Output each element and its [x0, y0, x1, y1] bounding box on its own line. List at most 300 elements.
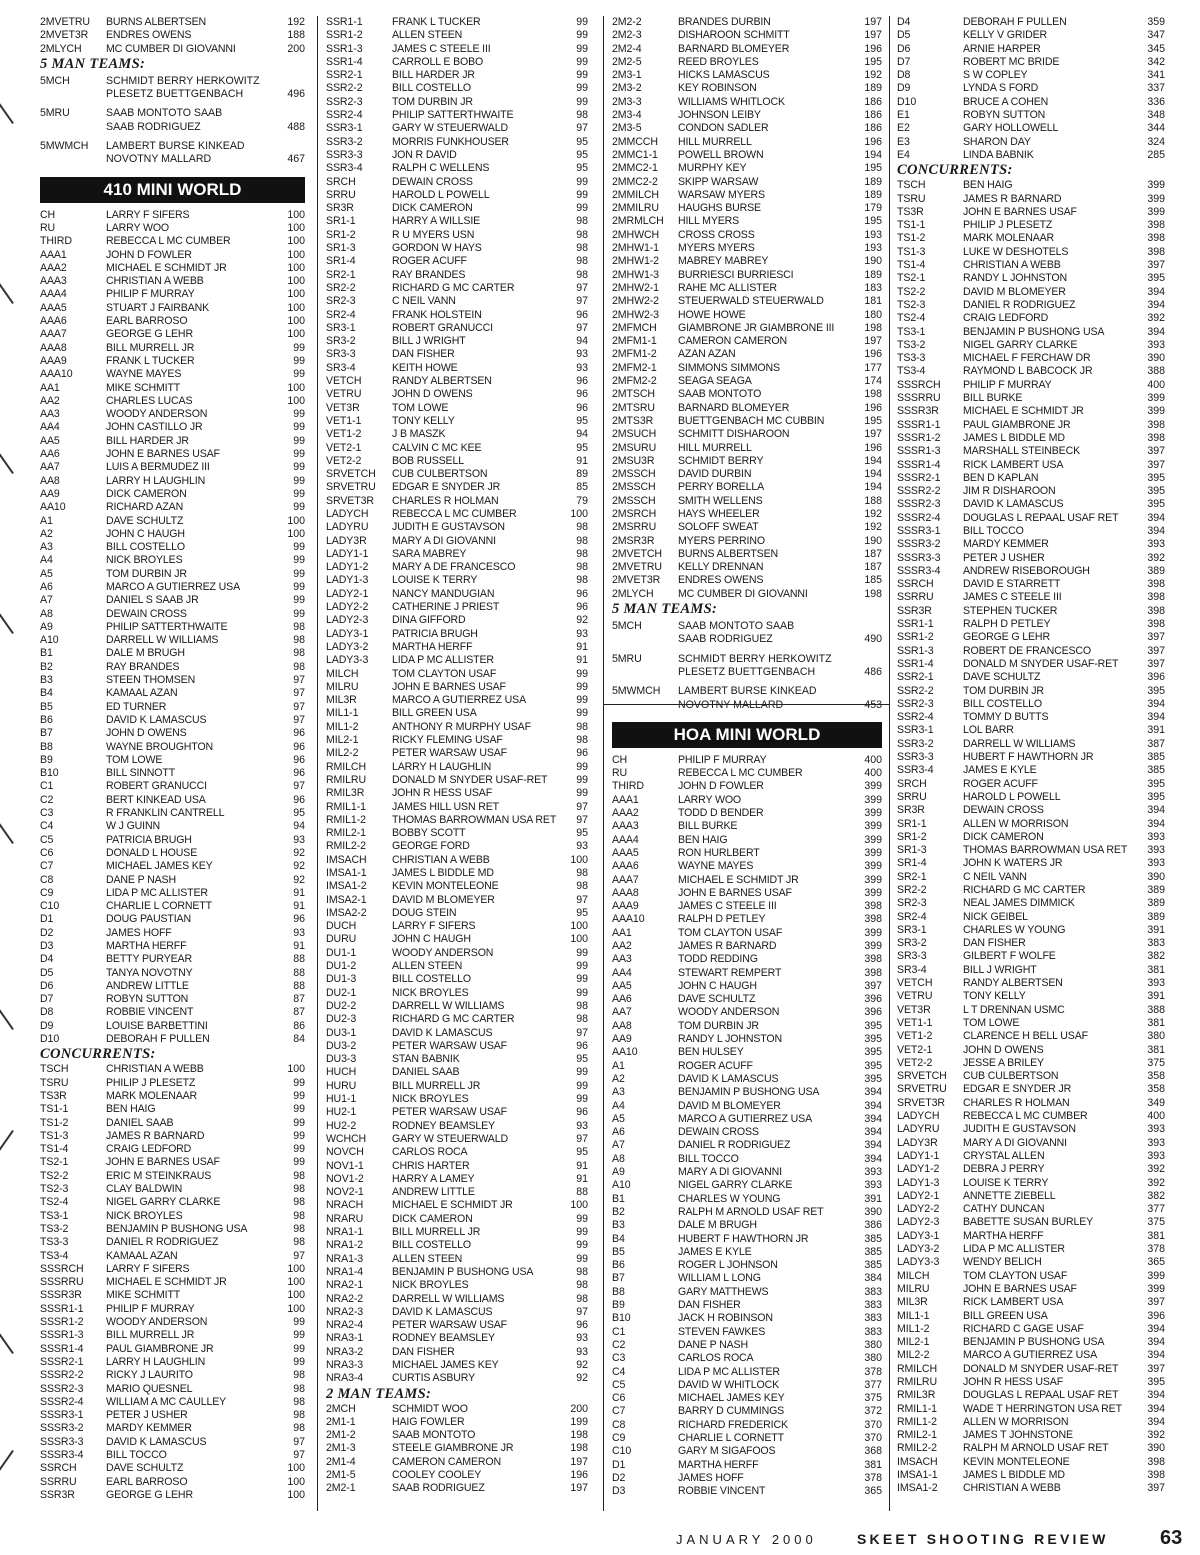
- shooter-name: PATRICIA BRUGH: [106, 833, 192, 846]
- event-code: NRA2-3: [326, 1305, 364, 1318]
- event-code: TSRU: [897, 192, 926, 205]
- event-code: TS1-1: [897, 219, 926, 232]
- result-row: [40, 993, 305, 1006]
- result-row: [897, 365, 1165, 378]
- result-row: [612, 1060, 882, 1073]
- score: 399: [864, 873, 882, 886]
- result-row: [612, 1206, 882, 1219]
- event-code: SSSR3-4: [897, 564, 941, 577]
- section-banner-410-mini-world: 410 MINI WORLD: [40, 177, 305, 203]
- score: 397: [1147, 631, 1165, 644]
- event-code: SSSRCH: [40, 1262, 84, 1275]
- result-row: [897, 312, 1165, 325]
- shooter-name: PHILIP F MURRAY: [678, 753, 767, 766]
- result-row: [612, 1366, 882, 1379]
- score: 399: [864, 780, 882, 793]
- result-row: [612, 481, 882, 494]
- event-code: AA1: [40, 381, 60, 394]
- result-row: [40, 860, 305, 873]
- event-code: SR1-2: [326, 228, 356, 241]
- event-code: D9: [40, 1019, 54, 1032]
- event-code: NRA3-4: [326, 1372, 364, 1385]
- result-row: [326, 362, 588, 375]
- result-row: [326, 707, 588, 720]
- result-row: [40, 1383, 305, 1396]
- team-entry: [40, 107, 305, 134]
- result-row: [326, 1106, 588, 1119]
- event-code: RMIL2-2: [897, 1442, 937, 1455]
- score: 389: [1147, 564, 1165, 577]
- result-row: [897, 1030, 1165, 1043]
- event-code: LADYRU: [897, 1123, 940, 1136]
- event-code: VET2-2: [326, 454, 362, 467]
- score: 100: [287, 514, 305, 527]
- result-row: [897, 565, 1165, 578]
- event-code: 2MHW1-2: [612, 255, 659, 268]
- event-code: TS3-1: [897, 325, 926, 338]
- score: 99: [293, 1329, 305, 1342]
- shooter-name: LARRY WOO: [678, 793, 742, 806]
- result-row: [897, 419, 1165, 432]
- shooter-name: MICHAEL E SCHMIDT JR: [963, 405, 1084, 418]
- shooter-name: CHARLES LUCAS: [106, 394, 193, 407]
- shooter-name: REBECCA L MC CUMBER: [963, 1110, 1088, 1123]
- event-code: 2MMC2-2: [612, 175, 658, 188]
- score: 393: [864, 1166, 882, 1179]
- result-row: [897, 193, 1165, 206]
- result-row: [326, 1213, 588, 1226]
- shooter-name: JACK H ROBINSON: [678, 1312, 773, 1325]
- shooter-name: PETER J USHER: [963, 551, 1045, 564]
- event-code: MIL1-1: [897, 1309, 930, 1322]
- shooter-name: REBECCA L MC CUMBER: [392, 507, 517, 520]
- shooter-name: EDGAR E SNYDER JR: [963, 1083, 1072, 1096]
- shooter-name: DAN FISHER: [392, 348, 455, 361]
- event-code: 2M3-5: [612, 122, 642, 135]
- score: 395: [864, 1046, 882, 1059]
- result-row: [40, 647, 305, 660]
- event-code: TS2-1: [40, 1156, 69, 1169]
- result-row: [612, 16, 882, 29]
- shooter-name: JOHN E BARNES USAF: [392, 680, 506, 693]
- result-row: [897, 485, 1165, 498]
- shooter-name: BILL HARDER JR: [106, 434, 189, 447]
- shooter-name: DAVID K LAMASCUS: [106, 1435, 207, 1448]
- event-code: LADYCH: [326, 507, 369, 520]
- score: 200: [287, 42, 305, 55]
- event-code: MIL3R: [326, 694, 357, 707]
- event-code: VETCH: [326, 375, 362, 388]
- result-row: [612, 561, 882, 574]
- score: 94: [576, 335, 588, 348]
- result-row: [40, 501, 305, 514]
- event-code: 2M1-5: [326, 1469, 356, 1482]
- result-row: [326, 1120, 588, 1133]
- margin-mark: [0, 1006, 14, 1030]
- shooter-name: MARTHA HERFF: [963, 1229, 1044, 1242]
- score: 92: [576, 1358, 588, 1371]
- score: 100: [287, 248, 305, 261]
- event-code: 2MHW1-3: [612, 268, 659, 281]
- score: 398: [1147, 578, 1165, 591]
- magazine-title: SKEET SHOOTING REVIEW: [857, 1531, 1109, 1547]
- event-code: SSSR3R: [40, 1289, 82, 1302]
- score: 395: [1147, 1375, 1165, 1388]
- event-code: IMSACH: [897, 1455, 938, 1468]
- shooter-name: LIDA P MC ALLISTER: [392, 654, 494, 667]
- result-row: [40, 421, 305, 434]
- team-entry: [612, 685, 882, 712]
- score: 393: [864, 1179, 882, 1192]
- score: 98: [576, 268, 588, 281]
- team-code: 5MCH: [40, 74, 70, 87]
- column-divider: [889, 16, 890, 1511]
- shooter-name: JAMES R BARNARD: [678, 940, 777, 952]
- event-code: RMIL2-2: [326, 840, 366, 853]
- shooter-name: PETER WARSAW USAF: [392, 1319, 507, 1332]
- shooter-name: MARTHA HERFF: [106, 940, 187, 952]
- event-code: LADY3-2: [897, 1243, 940, 1256]
- event-code: C3: [40, 807, 54, 820]
- result-row: [326, 668, 588, 681]
- event-code: TS3R: [40, 1089, 67, 1102]
- result-row: [326, 960, 588, 973]
- shooter-name: STEWART REMPERT: [678, 966, 782, 979]
- score: 100: [287, 235, 305, 248]
- score: 95: [576, 906, 588, 919]
- event-code: SRVET3R: [326, 494, 374, 507]
- score: 100: [287, 288, 305, 301]
- event-code: SR2-3: [326, 295, 356, 308]
- event-code: SSR2-3: [897, 697, 934, 710]
- result-row: [612, 468, 882, 481]
- shooter-name: JOHN E BARNES USAF: [678, 886, 792, 899]
- event-code: MIL2-1: [897, 1336, 930, 1349]
- score: 99: [293, 448, 305, 461]
- shooter-name: JOHN CASTILLO JR: [106, 421, 203, 434]
- event-code: LADY2-1: [326, 587, 369, 600]
- event-code: C1: [40, 780, 54, 793]
- score: 98: [576, 734, 588, 747]
- shooter-name: BETTY PURYEAR: [106, 953, 192, 966]
- result-row: [326, 694, 588, 707]
- score: 92: [293, 860, 305, 873]
- result-row: [897, 818, 1165, 831]
- score: 399: [864, 940, 882, 952]
- score: 399: [1147, 192, 1165, 205]
- result-row: [40, 488, 305, 501]
- result-row: [612, 162, 882, 175]
- result-row: [612, 149, 882, 162]
- team-code: 5MRU: [612, 652, 642, 665]
- result-row: [326, 176, 588, 189]
- event-code: TS2-2: [40, 1169, 69, 1182]
- score: 97: [293, 1448, 305, 1461]
- event-code: SR3R: [326, 202, 354, 215]
- event-code: SSR2-4: [897, 711, 934, 724]
- shooter-name: CUB CULBERTSON: [392, 468, 488, 481]
- event-code: IMSA1-2: [897, 1482, 938, 1495]
- event-code: SSR3-2: [897, 737, 934, 750]
- event-code: NRA2-2: [326, 1292, 364, 1305]
- score: 190: [864, 534, 882, 547]
- shooter-name: JON R DAVID: [392, 148, 457, 161]
- result-row: [326, 122, 588, 135]
- event-code: TS3-3: [40, 1236, 69, 1249]
- result-row: [326, 96, 588, 109]
- result-row: [612, 820, 882, 833]
- event-code: NRA3-2: [326, 1345, 364, 1358]
- shooter-name: DICK CAMERON: [392, 1212, 473, 1225]
- shooter-name: REBECCA L MC CUMBER: [106, 235, 231, 248]
- score: 370: [864, 1418, 882, 1431]
- event-code: SSR1-1: [897, 618, 934, 631]
- result-row: [326, 442, 588, 455]
- score: 100: [287, 208, 305, 221]
- event-code: A8: [40, 607, 53, 620]
- score: 336: [1147, 95, 1165, 108]
- results-list: [326, 16, 588, 1386]
- shooter-name: STEPHEN TUCKER: [963, 604, 1058, 617]
- result-row: [326, 1332, 588, 1345]
- shooter-name: BILL BURKE: [678, 820, 738, 833]
- shooter-name: DALE M BRUGH: [678, 1219, 757, 1232]
- shooter-name: CHRISTIAN A WEBB: [963, 259, 1061, 272]
- event-code: VETRU: [897, 990, 933, 1003]
- result-row: [326, 588, 588, 601]
- team-member-line: SAAB MONTOTO SAAB: [678, 620, 795, 633]
- score: 398: [864, 953, 882, 966]
- shooter-name: SARA MABREY: [392, 547, 467, 560]
- score: 88: [293, 979, 305, 992]
- event-code: 2M3-2: [612, 82, 642, 95]
- event-code: SR3-1: [326, 321, 356, 334]
- shooter-name: BARNARD BLOMEYER: [678, 42, 790, 55]
- shooter-name: EARL BARROSO: [106, 1475, 188, 1488]
- shooter-name: GARY MATTHEWS: [678, 1285, 769, 1298]
- score: 397: [1147, 1296, 1165, 1309]
- result-row: [326, 787, 588, 800]
- result-row: [612, 780, 882, 793]
- shooter-name: COOLEY COOLEY: [392, 1469, 482, 1482]
- score: 381: [1147, 1229, 1165, 1242]
- shooter-name: WOODY ANDERSON: [106, 408, 208, 421]
- event-code: MILRU: [897, 1282, 930, 1295]
- event-code: LADYRU: [326, 521, 369, 534]
- result-row: [326, 322, 588, 335]
- result-row: [897, 1004, 1165, 1017]
- score: 394: [1147, 1336, 1165, 1349]
- shooter-name: BILL MURRELL JR: [392, 1226, 481, 1239]
- shooter-name: TONY KELLY: [392, 414, 455, 427]
- shooter-name: DAVID K LAMASCUS: [392, 1305, 493, 1318]
- result-row: [326, 282, 588, 295]
- event-code: A8: [612, 1152, 625, 1165]
- event-code: VET2-1: [326, 441, 362, 454]
- shooter-name: S W COPLEY: [963, 69, 1028, 82]
- shooter-name: SKIPP WARSAW: [678, 175, 759, 188]
- result-row: [326, 43, 588, 56]
- shooter-name: CROSS CROSS: [678, 228, 755, 241]
- event-code: SR1-2: [897, 830, 927, 843]
- event-code: 2MHW2-1: [612, 281, 659, 294]
- score: 99: [293, 1143, 305, 1156]
- shooter-name: NIGEL GARRY CLARKE: [106, 1196, 221, 1209]
- score: 397: [864, 979, 882, 992]
- score: 196: [864, 42, 882, 55]
- event-code: AAA4: [40, 288, 67, 301]
- shooter-name: LARRY WOO: [106, 221, 170, 234]
- score: 399: [1147, 205, 1165, 218]
- event-code: MILCH: [897, 1269, 930, 1282]
- result-row: [326, 402, 588, 415]
- shooter-name: LYNDA S FORD: [963, 82, 1039, 95]
- result-row: [612, 229, 882, 242]
- event-code: 2MTSCH: [612, 388, 655, 401]
- shooter-name: GARY M SIGAFOOS: [678, 1445, 776, 1458]
- two-man-teams-list: [326, 1403, 588, 1496]
- shooter-name: LARRY H LAUGHLIN: [106, 474, 206, 487]
- result-row: [40, 913, 305, 926]
- score: 94: [293, 820, 305, 833]
- shooter-name: DEBORAH F PULLEN: [106, 1033, 210, 1046]
- event-code: AAA5: [612, 846, 639, 859]
- event-code: B7: [40, 727, 53, 740]
- shooter-name: BARRY D CUMMINGS: [678, 1405, 785, 1418]
- score: 393: [1147, 844, 1165, 857]
- score: 99: [293, 474, 305, 487]
- result-row: [326, 894, 588, 907]
- shooter-name: MARY A DI GIOVANNI: [678, 1166, 782, 1179]
- shooter-name: NICK BROYLES: [106, 554, 183, 567]
- shooter-name: CHRIS HARTER: [392, 1159, 470, 1172]
- result-row: [326, 495, 588, 508]
- event-code: SSSR2-3: [897, 498, 941, 511]
- shooter-name: WOODY ANDERSON: [392, 946, 494, 959]
- result-row: [40, 554, 305, 567]
- shooter-name: LIDA P MC ALLISTER: [963, 1243, 1065, 1256]
- shooter-name: BILL SINNOTT: [106, 767, 176, 780]
- event-code: IMSACH: [326, 853, 367, 866]
- event-code: DUCH: [326, 920, 357, 933]
- score: 99: [576, 188, 588, 201]
- event-code: RMIL1-2: [897, 1415, 937, 1428]
- event-code: MIL1-2: [326, 720, 359, 733]
- event-code: SRVETCH: [897, 1070, 947, 1083]
- result-row: [612, 1113, 882, 1126]
- score: 197: [570, 1455, 588, 1468]
- shooter-name: BEN HAIG: [106, 1103, 156, 1116]
- event-code: IMSA2-1: [326, 893, 367, 906]
- event-code: IMSA2-2: [326, 906, 367, 919]
- shooter-name: GEORGE G LEHR: [106, 1488, 193, 1501]
- score: 197: [864, 335, 882, 348]
- result-row: [897, 43, 1165, 56]
- result-row: [326, 973, 588, 986]
- result-row: [612, 1472, 882, 1485]
- shooter-name: L T DRENNAN USMC: [963, 1003, 1065, 1016]
- shooter-name: BILL COSTELLO: [963, 697, 1042, 710]
- event-code: 2MMC2-1: [612, 162, 658, 175]
- score: 383: [864, 1325, 882, 1338]
- score: 99: [293, 461, 305, 474]
- event-code: 2MSU3R: [612, 454, 655, 467]
- result-row: [897, 605, 1165, 618]
- result-row: [612, 176, 882, 189]
- shooter-name: MICHAEL JAMES KEY: [392, 1358, 499, 1371]
- shooter-name: MARIO QUESNEL: [106, 1382, 193, 1395]
- score: 98: [293, 1169, 305, 1182]
- result-row: [40, 1329, 305, 1342]
- result-row: [612, 402, 882, 415]
- shooter-name: PETER WARSAW USAF: [392, 1039, 507, 1052]
- event-code: D2: [40, 926, 54, 939]
- score: 99: [576, 175, 588, 188]
- score: 358: [1147, 1070, 1165, 1083]
- score: 99: [576, 202, 588, 215]
- event-code: D3: [612, 1485, 626, 1498]
- result-row: [897, 1230, 1165, 1243]
- event-code: SSSR2-1: [40, 1355, 84, 1368]
- score: 385: [864, 1232, 882, 1245]
- score: 98: [293, 1382, 305, 1395]
- shooter-name: STUART J FAIRBANK: [106, 301, 210, 314]
- shooter-name: ALLEN STEEN: [392, 1252, 463, 1265]
- score: 99: [293, 368, 305, 381]
- result-row: [612, 1339, 882, 1352]
- result-row: [897, 804, 1165, 817]
- event-code: C1: [612, 1325, 626, 1338]
- shooter-name: CHARLIE L CORNETT: [106, 900, 212, 913]
- event-code: AA9: [612, 1033, 632, 1046]
- event-code: SSSR3-2: [897, 538, 941, 551]
- score: 393: [1147, 830, 1165, 843]
- result-row: [40, 794, 305, 807]
- score: 194: [864, 148, 882, 161]
- score: 398: [1147, 591, 1165, 604]
- score: 91: [293, 886, 305, 899]
- shooter-name: DONALD M SNYDER USAF-RET: [392, 773, 548, 786]
- event-code: NRARU: [326, 1212, 364, 1225]
- shooter-name: BERT KINKEAD USA: [106, 793, 206, 806]
- event-code: TS1-4: [897, 259, 926, 272]
- shooter-name: ANDREW RISEBOROUGH: [963, 564, 1090, 577]
- result-row: [40, 847, 305, 860]
- result-row: [612, 1073, 882, 1086]
- score: 99: [576, 760, 588, 773]
- shooter-name: KEY ROBINSON: [678, 82, 757, 95]
- shooter-name: CHARLES W YOUNG: [678, 1192, 781, 1205]
- shooter-name: MICHAEL JAMES KEY: [106, 860, 213, 873]
- five-man-teams-list: [40, 75, 305, 167]
- shooter-name: JOHN D OWENS: [963, 1043, 1044, 1056]
- result-row: [612, 1219, 882, 1232]
- result-row: [326, 82, 588, 95]
- event-code: AAA2: [612, 807, 639, 820]
- shooter-name: RICHARD G MC CARTER: [392, 281, 515, 294]
- result-row: [612, 1485, 882, 1498]
- shooter-name: BRANDES DURBIN: [678, 16, 771, 28]
- result-row: [897, 392, 1165, 405]
- score: 387: [1147, 737, 1165, 750]
- shooter-name: BILL TOCCO: [678, 1152, 739, 1165]
- shooter-name: ALLEN W MORRISON: [963, 1415, 1069, 1428]
- shooter-name: LARRY H LAUGHLIN: [106, 1355, 206, 1368]
- result-row: [326, 867, 588, 880]
- event-code: SSR3-1: [897, 724, 934, 737]
- result-row: [326, 415, 588, 428]
- result-row: [897, 1243, 1165, 1256]
